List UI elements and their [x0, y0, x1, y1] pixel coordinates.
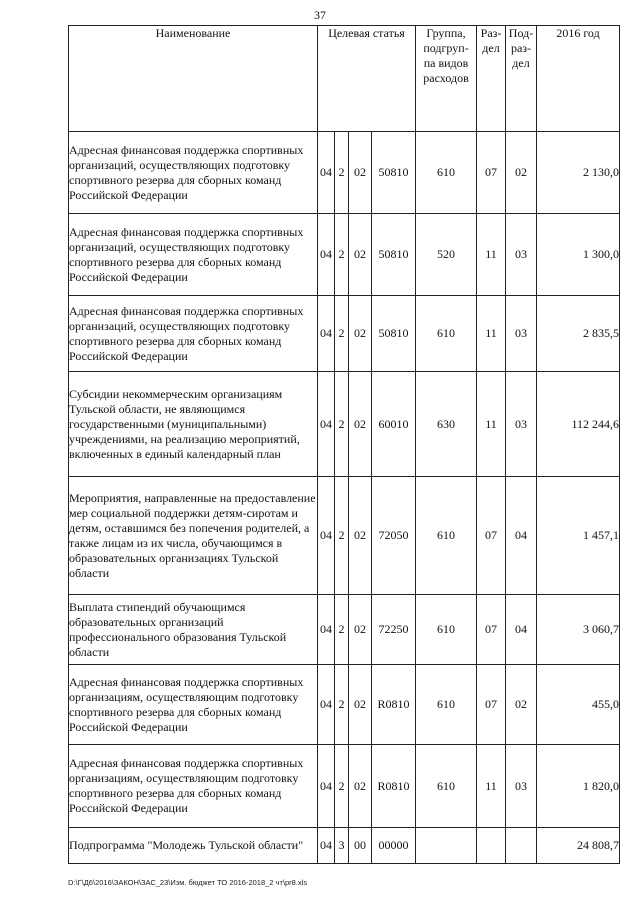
row-amount: 3 060,7 [537, 595, 620, 665]
table-row [69, 595, 620, 665]
page-number: 37 [314, 8, 326, 22]
row-subsection: 03 [506, 372, 537, 477]
target-code-program: 04 [318, 132, 335, 214]
table-row [69, 477, 620, 595]
row-section: 11 [477, 745, 506, 828]
row-section: 11 [477, 296, 506, 372]
row-name: Подпрограмма "Молодежь Тульской области" [69, 828, 318, 864]
row-name: Адресная финансовая поддержка спортивных организациям, осуществляющим подготовку спортивного резерва для сборных команд Российской Федерации [69, 745, 318, 828]
row-section: 11 [477, 372, 506, 477]
row-section: 07 [477, 477, 506, 595]
row-subsection: 02 [506, 132, 537, 214]
row-section: 11 [477, 214, 506, 296]
row-subsection: 04 [506, 477, 537, 595]
row-group: 610 [416, 296, 477, 372]
target-code-direction: 60010 [372, 372, 416, 477]
row-group: 610 [416, 745, 477, 828]
budget-table [68, 25, 620, 864]
target-code-direction: 50810 [372, 132, 416, 214]
row-amount: 1 457,1 [537, 477, 620, 595]
row-amount: 24 808,7 [537, 828, 620, 864]
row-subsection: 03 [506, 296, 537, 372]
target-code-event: 02 [349, 372, 372, 477]
row-amount: 112 244,6 [537, 372, 620, 477]
target-code-subprogram: 2 [335, 372, 349, 477]
target-code-direction: 50810 [372, 214, 416, 296]
table-row [69, 372, 620, 477]
target-code-direction: 72050 [372, 477, 416, 595]
row-name: Мероприятия, направленные на предоставление мер социальной поддержки детям-сиротам и детям, оставшимся без попечения родителей, а также лицам из их числа, обучающимся в образовательных организациях Тульской области [69, 477, 318, 595]
header-year: 2016 год [537, 26, 620, 132]
table-row [69, 665, 620, 745]
target-code-subprogram: 3 [335, 828, 349, 864]
file-path-footer: D:\Г\Д6\2016\ЗАКОН\ЗАС_23\Изм. бюджет ТО 2016-2018_2 чт\pr8.xls [68, 878, 308, 887]
target-code-program: 04 [318, 372, 335, 477]
row-group: 520 [416, 214, 477, 296]
row-section: 07 [477, 132, 506, 214]
row-amount: 455,0 [537, 665, 620, 745]
header-subsection: Под- раз- дел [506, 26, 537, 132]
target-code-program: 04 [318, 595, 335, 665]
row-group: 610 [416, 132, 477, 214]
row-group [416, 828, 477, 864]
table-header-row [69, 26, 620, 132]
target-code-event: 02 [349, 214, 372, 296]
target-code-program: 04 [318, 828, 335, 864]
row-section: 07 [477, 595, 506, 665]
row-subsection: 03 [506, 745, 537, 828]
row-group: 610 [416, 665, 477, 745]
target-code-subprogram: 2 [335, 745, 349, 828]
header-name: Наименование [69, 26, 318, 132]
row-subsection: 03 [506, 214, 537, 296]
target-code-event: 02 [349, 595, 372, 665]
row-amount: 2 130,0 [537, 132, 620, 214]
target-code-program: 04 [318, 745, 335, 828]
row-subsection: 04 [506, 595, 537, 665]
row-section: 07 [477, 665, 506, 745]
target-code-direction: 72250 [372, 595, 416, 665]
row-group: 610 [416, 595, 477, 665]
target-code-direction: 00000 [372, 828, 416, 864]
target-code-subprogram: 2 [335, 477, 349, 595]
table-row [69, 828, 620, 864]
row-name: Адресная финансовая поддержка спортивных организациям, осуществляющим подготовку спортивного резерва для сборных команд Российской Федерации [69, 665, 318, 745]
table-row [69, 214, 620, 296]
row-subsection [506, 828, 537, 864]
target-code-event: 02 [349, 477, 372, 595]
row-group: 630 [416, 372, 477, 477]
row-name: Адресная финансовая поддержка спортивных организаций, осуществляющих подготовку спортивного резерва для сборных команд Российской Федерации [69, 296, 318, 372]
target-code-direction: R0810 [372, 745, 416, 828]
target-code-subprogram: 2 [335, 595, 349, 665]
row-amount: 2 835,5 [537, 296, 620, 372]
target-code-event: 02 [349, 132, 372, 214]
row-group: 610 [416, 477, 477, 595]
table-row [69, 296, 620, 372]
target-code-direction: 50810 [372, 296, 416, 372]
target-code-subprogram: 2 [335, 296, 349, 372]
row-section [477, 828, 506, 864]
target-code-program: 04 [318, 477, 335, 595]
target-code-event: 02 [349, 296, 372, 372]
row-subsection: 02 [506, 665, 537, 745]
row-name: Выплата стипендий обучающимся образовательных организаций профессионального образования Тульской области [69, 595, 318, 665]
target-code-program: 04 [318, 296, 335, 372]
target-code-program: 04 [318, 214, 335, 296]
target-code-event: 02 [349, 665, 372, 745]
row-amount: 1 300,0 [537, 214, 620, 296]
row-amount: 1 820,0 [537, 745, 620, 828]
target-code-direction: R0810 [372, 665, 416, 745]
table-row [69, 132, 620, 214]
header-section: Раз- дел [477, 26, 506, 132]
target-code-event: 00 [349, 828, 372, 864]
target-code-subprogram: 2 [335, 132, 349, 214]
target-code-event: 02 [349, 745, 372, 828]
target-code-subprogram: 2 [335, 214, 349, 296]
table-row [69, 745, 620, 828]
header-group: Группа, подгруп- па видов расходов [416, 26, 477, 132]
target-code-subprogram: 2 [335, 665, 349, 745]
row-name: Адресная финансовая поддержка спортивных организаций, осуществляющих подготовку спортивного резерва для сборных команд Российской Федерации [69, 132, 318, 214]
target-code-program: 04 [318, 665, 335, 745]
header-target-article: Целевая статья [318, 26, 416, 132]
row-name: Субсидии некоммерческим организациям Тульской области, не являющимся государственными (муниципальными) учреждениями, на реализацию мероприятий, включенных в единый календарный план [69, 372, 318, 477]
row-name: Адресная финансовая поддержка спортивных организаций, осуществляющих подготовку спортивного резерва для сборных команд Российской Федерации [69, 214, 318, 296]
